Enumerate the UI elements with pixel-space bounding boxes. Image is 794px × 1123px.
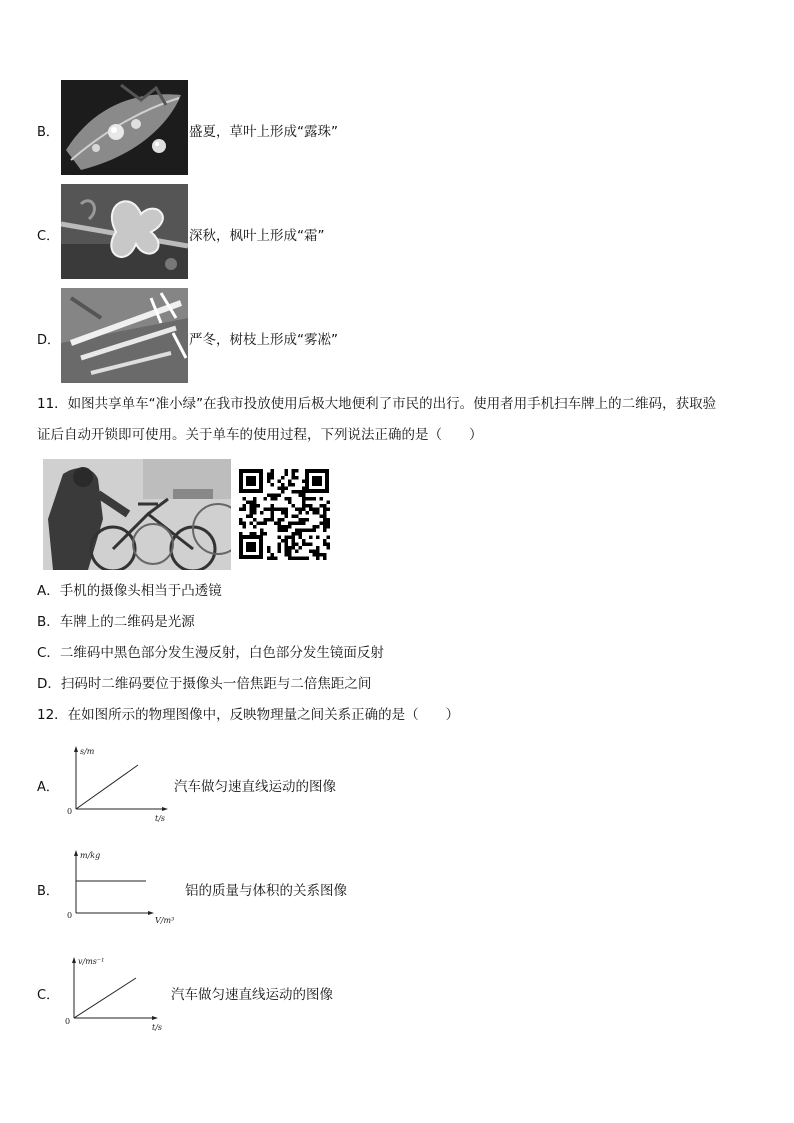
q12-option-c-text: 汽车做匀速直线运动的图像 [171, 987, 333, 1003]
graph-a [60, 745, 180, 825]
bike-scan-photo [43, 459, 231, 570]
graph-c [60, 952, 175, 1034]
q12-stem: 12．在如图所示的物理图像中，反映物理量之间关系正确的是（ ） [37, 707, 460, 723]
q12-option-a-text: 汽车做匀速直线运动的图像 [174, 779, 336, 795]
q12-option-c-letter: C． [37, 988, 60, 1003]
graph-a-xlabel: t/s [155, 814, 166, 823]
graph-b [60, 845, 185, 930]
graph-c-x-arrow [152, 1016, 158, 1020]
graph-c-xlabel: t/s [152, 1023, 163, 1032]
frost-leaf-photo [61, 184, 188, 279]
option-d-text: 严冬，树枝上形成“雾凇” [189, 332, 338, 348]
graph-a-y-arrow [74, 746, 78, 752]
graph-b-ylabel: m/kg [80, 851, 101, 860]
option-d-letter: D． [37, 333, 61, 348]
graph-b-x-arrow [148, 911, 154, 915]
q11-stem-line1: 11．如图共享单车“准小绿”在我市投放使用后极大地便利了市民的出行。使用者用手机扫车牌上的二维码，获取验 [37, 396, 717, 412]
graph-a-origin: 0 [67, 807, 73, 816]
graph-a-line [76, 765, 138, 809]
q11-option-a: A．手机的摄像头相当于凸透镜 [37, 583, 222, 599]
graph-b-origin: 0 [67, 911, 73, 920]
option-c-text: 深秋，枫叶上形成“霜” [189, 228, 325, 244]
graph-c-origin: 0 [65, 1017, 71, 1026]
qr-code-image [237, 467, 331, 561]
rime-branch-photo [61, 288, 188, 383]
q11-option-d: D．扫码时二维码要位于摄像头一倍焦距与二倍焦距之间 [37, 676, 372, 692]
graph-b-y-arrow [74, 850, 78, 856]
q11-stem-line2: 证后自动开锁即可使用。关于单车的使用过程，下列说法正确的是（ ） [37, 427, 483, 443]
graph-b-xlabel: V/m³ [155, 916, 175, 925]
graph-a-x-arrow [162, 807, 168, 811]
option-b-text: 盛夏，草叶上形成“露珠” [189, 124, 338, 140]
q11-option-b: B．车牌上的二维码是光源 [37, 614, 195, 630]
q12-option-b-text: 铝的质量与体积的关系图像 [185, 883, 347, 899]
graph-a-ylabel: s/m [80, 747, 95, 756]
graph-c-y-arrow [72, 957, 76, 963]
q11-option-c: C．二维码中黑色部分发生漫反射，白色部分发生镜面反射 [37, 645, 384, 661]
q12-option-a-letter: A． [37, 780, 59, 795]
option-c-letter: C． [37, 229, 60, 244]
graph-c-line [74, 978, 136, 1018]
q12-option-b-letter: B． [37, 884, 59, 899]
graph-c-ylabel: v/ms⁻¹ [78, 957, 105, 966]
option-b-letter: B． [37, 125, 59, 140]
dew-drops-photo [61, 80, 188, 175]
